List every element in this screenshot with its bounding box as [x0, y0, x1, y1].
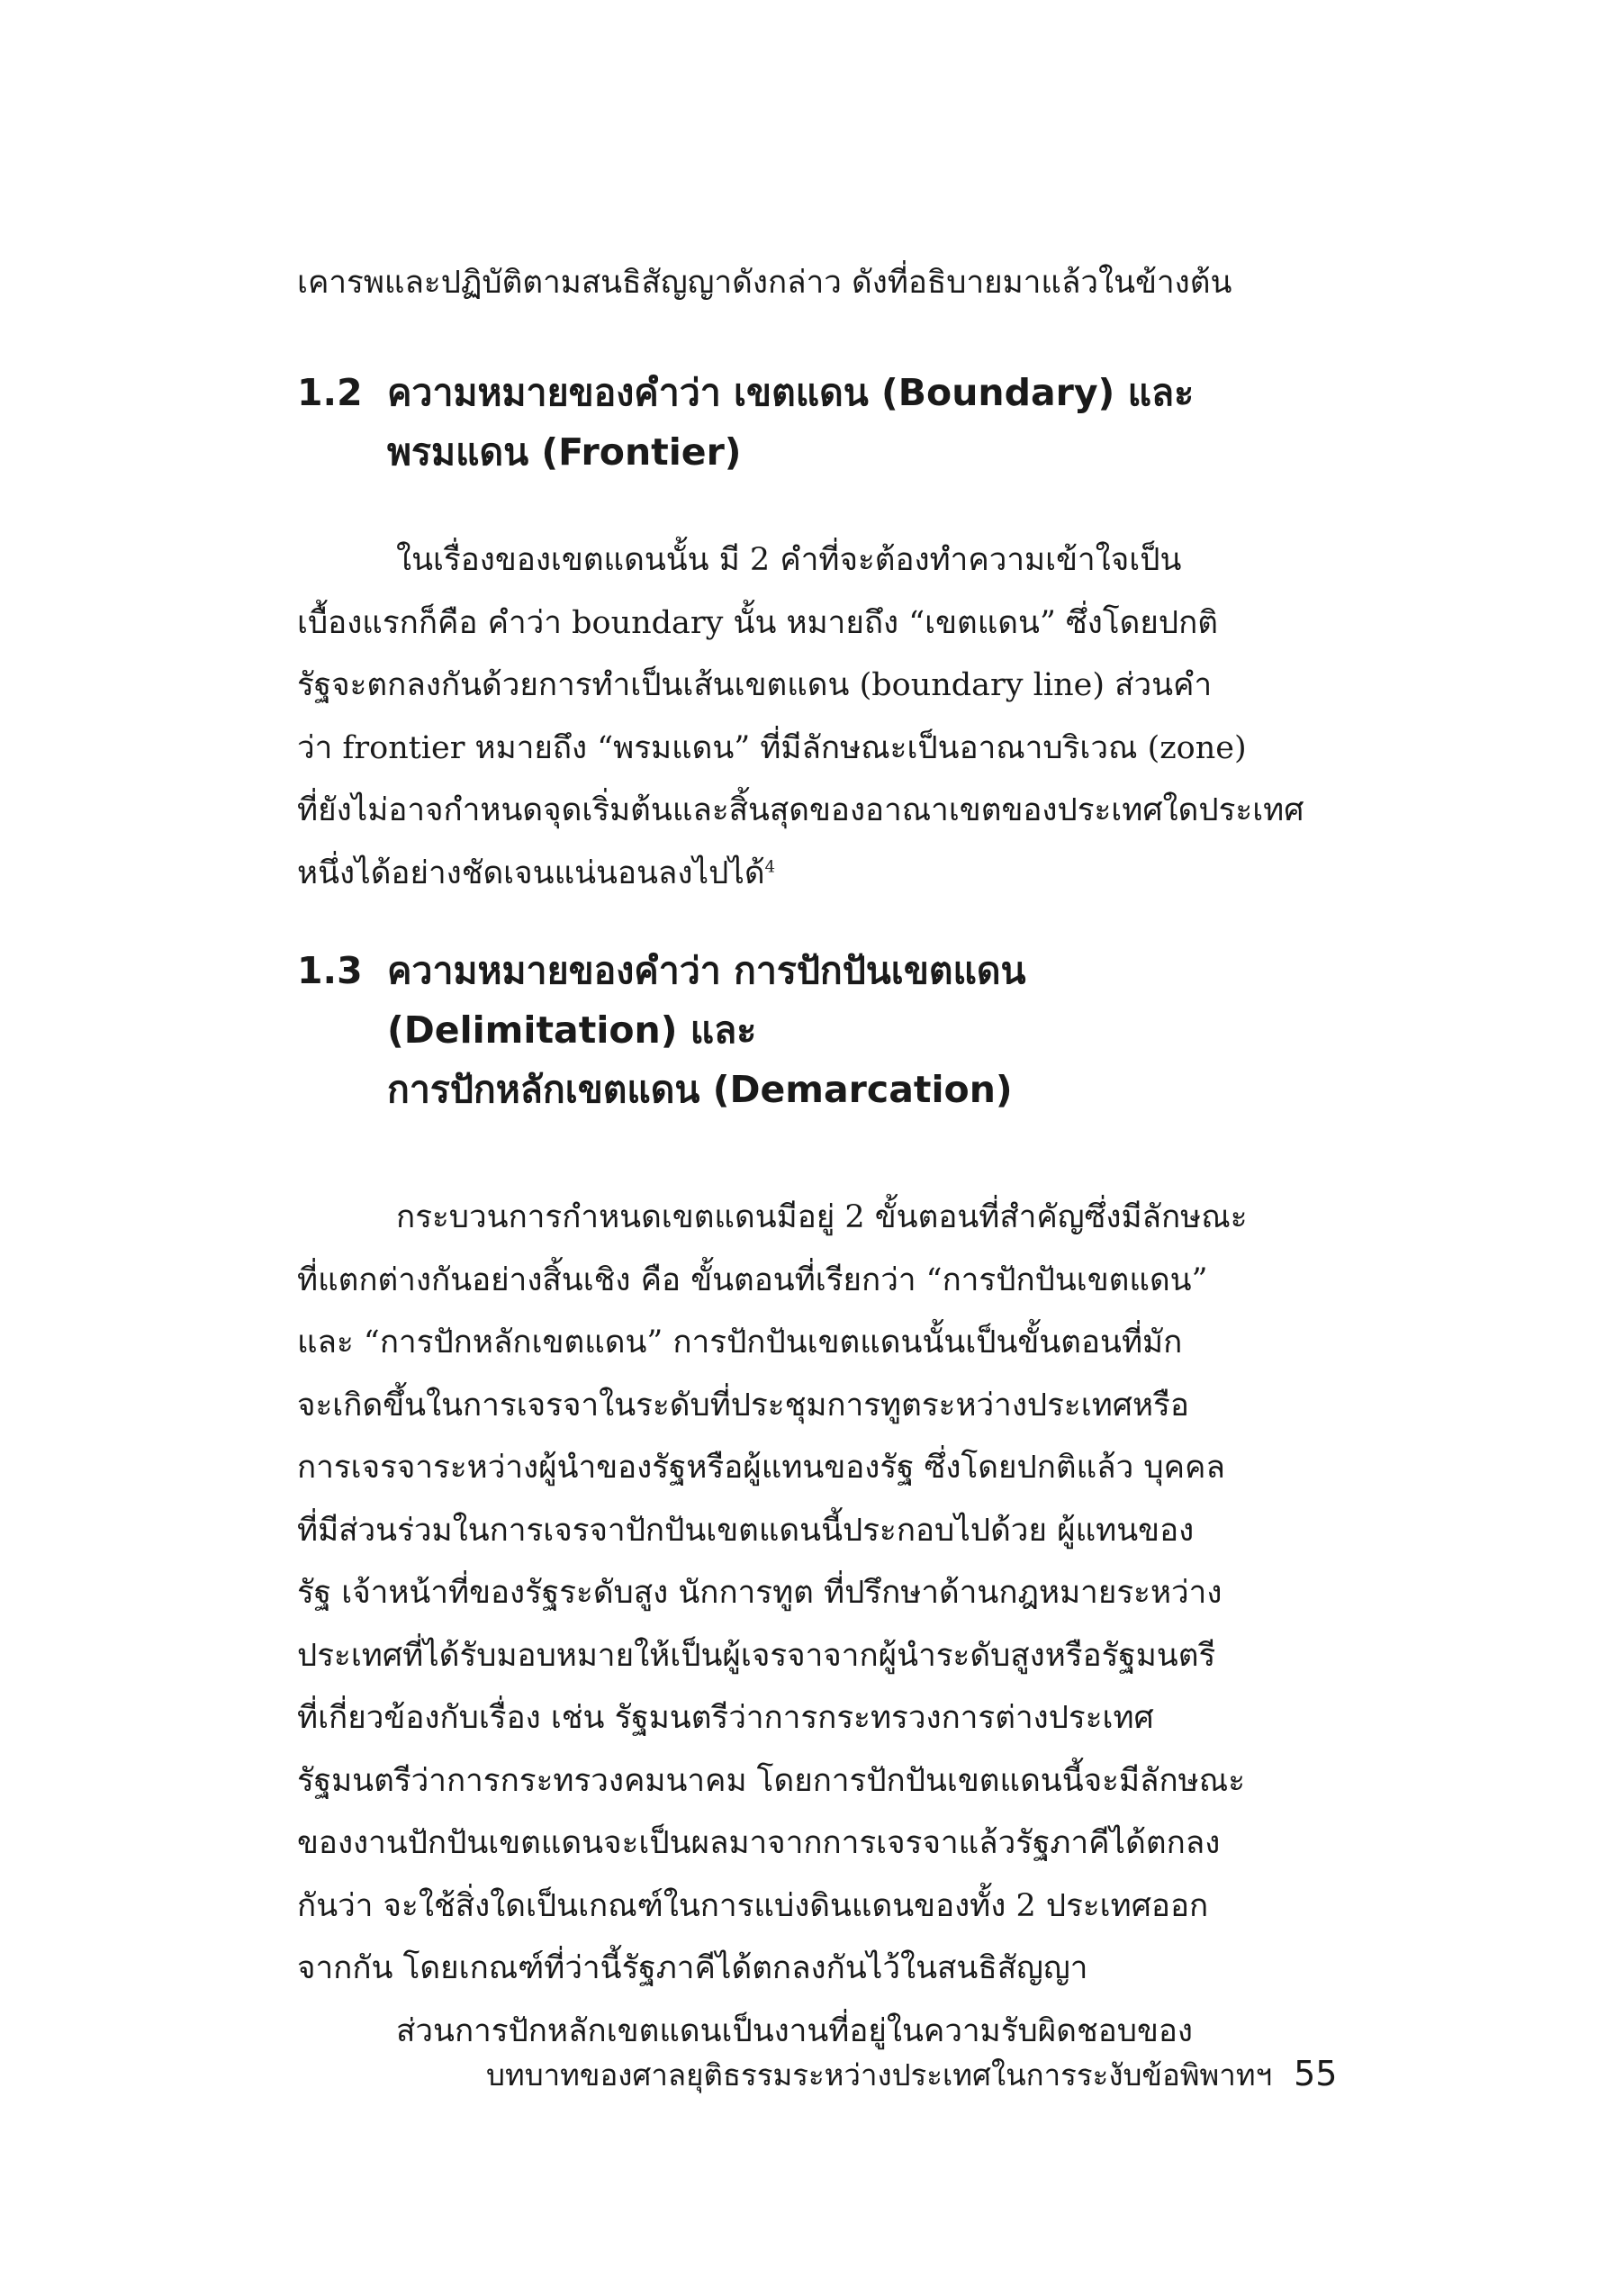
paragraph-line: รัฐ เจ้าหน้าที่ของรัฐระดับสูง นักการทูต ที่ปรึกษาด้านกฎหมายระหว่าง [297, 1575, 1223, 1611]
section-1-3-paragraph [297, 1187, 1332, 2063]
paragraph-line: ส่วนการปักหลักเขตแดนเป็นงานที่อยู่ในความรับผิดชอบของ [396, 2012, 1193, 2049]
section-1-2-paragraph [297, 529, 1332, 905]
paragraph-line: และ “การปักหลักเขตแดน” การปักปันเขตแดนนั้นเป็นขั้นตอนที่มัก [297, 1324, 1183, 1360]
section-number: 1.3 [297, 949, 363, 992]
paragraph-line: กระบวนการกำหนดเขตแดนมีอยู่ 2 ขั้นตอนที่สำคัญซึ่งมีลักษณะ [396, 1199, 1248, 1235]
heading-title-line3: การปักหลักเขตแดน (Demarcation) [387, 1068, 1013, 1111]
paragraph-line: รัฐจะตกลงกันด้วยการทำเป็นเส้นเขตแดน (boundary line) ส่วนคำ [297, 667, 1213, 703]
page-footer [486, 2051, 1338, 2098]
heading-title-line1: ความหมายของคำว่า การปักปันเขตแดน [387, 949, 1026, 992]
heading-title-line2: (Delimitation) และ [387, 1008, 757, 1052]
heading-line [297, 363, 1194, 422]
page-number: 55 [1294, 2054, 1338, 2093]
heading-line [297, 941, 1026, 1000]
paragraph-line: เบื้องแรกก็คือ คำว่า boundary นั้น หมายถึง “เขตแดน” ซึ่งโดยปกติ [297, 604, 1218, 641]
running-title: บทบาทของศาลยุติธรรมระหว่างประเทศในการระงับข้อพิพาทฯ [486, 2057, 1273, 2093]
paragraph-line: ที่ยังไม่อาจกำหนดจุดเริ่มต้นและสิ้นสุดของอาณาเขตของประเทศใดประเทศ [297, 792, 1304, 828]
paragraph-line: ว่า frontier หมายถึง “พรมแดน” ที่มีลักษณะเป็นอาณาบริเวณ (zone) [297, 729, 1247, 766]
paragraph-line: รัฐมนตรีว่าการกระทรวงคมนาคม โดยการปักปันเขตแดนนี้จะมีลักษณะ [297, 1762, 1246, 1799]
section-heading-1-2 [297, 363, 1194, 482]
paragraph-line: ที่เกี่ยวข้องกับเรื่อง เช่น รัฐมนตรีว่าการกระทรวงการต่างประเทศ [297, 1700, 1154, 1736]
intro-paragraph [297, 252, 1332, 315]
paragraph-line: หนึ่งได้อย่างชัดเจนแน่นอนลงไปได้$^4$ [297, 854, 776, 891]
paragraph-line: ของงานปักปันเขตแดนจะเป็นผลมาจากการเจรจาแล้วรัฐภาคีได้ตกลง [297, 1825, 1221, 1861]
paragraph-line: การเจรจาระหว่างผู้นำของรัฐหรือผู้แทนของรัฐ ซึ่งโดยปกติแล้ว บุคคล [297, 1450, 1225, 1486]
paragraph-line: กันว่า จะใช้สิ่งใดเป็นเกณฑ์ในการแบ่งดินแดนของทั้ง 2 ประเทศออก [297, 1887, 1209, 1924]
section-number: 1.2 [297, 371, 363, 414]
footnote-marker: 4 [764, 856, 776, 876]
heading-title-line1: ความหมายของคำว่า เขตแดน (Boundary) และ [387, 371, 1195, 414]
heading-title-line2: พรมแดน (Frontier) [387, 430, 742, 474]
section-heading-1-3 [297, 941, 1026, 1119]
paragraph-line: จะเกิดขึ้นในการเจรจาในระดับที่ประชุมการทูตระหว่างประเทศหรือ [297, 1387, 1189, 1424]
paragraph-line: ในเรื่องของเขตแดนนั้น มี 2 คำที่จะต้องทำความเข้าใจเป็น [396, 542, 1182, 578]
paragraph-line: จากกัน โดยเกณฑ์ที่ว่านี้รัฐภาคีได้ตกลงกันไว้ในสนธิสัญญา [297, 1950, 1088, 1986]
paragraph-line: ประเทศที่ได้รับมอบหมายให้เป็นผู้เจรจาจากผู้นำระดับสูงหรือรัฐมนตรี [297, 1637, 1216, 1674]
paragraph-line: เคารพและปฏิบัติตามสนธิสัญญาดังกล่าว ดังที่อธิบายมาแล้วในข้างต้น [297, 265, 1232, 301]
paragraph-line: ที่แตกต่างกันอย่างสิ้นเชิง คือ ขั้นตอนที่เรียกว่า “การปักปันเขตแดน” [297, 1261, 1208, 1298]
paragraph-line: ที่มีส่วนร่วมในการเจรจาปักปันเขตแดนนี้ประกอบไปด้วย ผู้แทนของ [297, 1512, 1195, 1549]
